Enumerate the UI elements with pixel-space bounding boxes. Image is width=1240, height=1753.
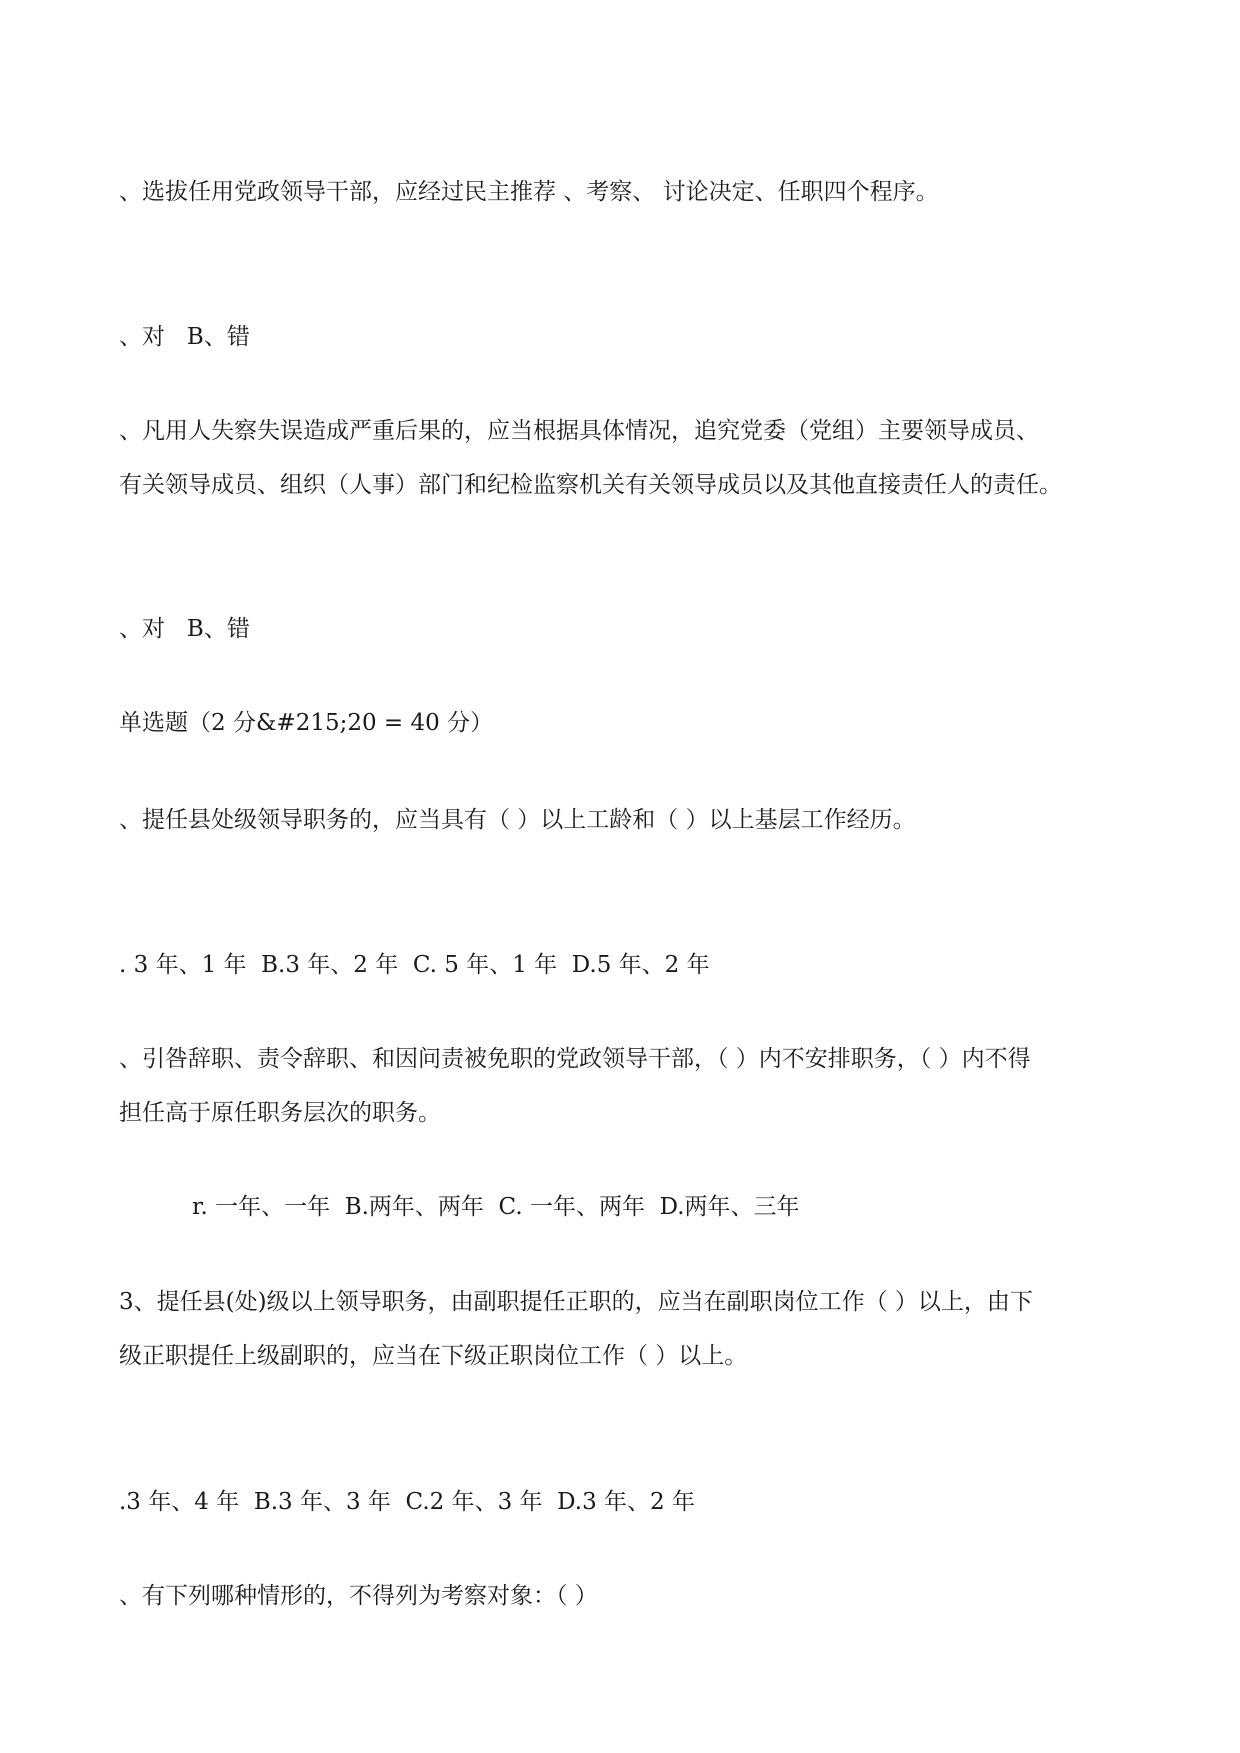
- choice-question-3-line-2: 级正职提任上级副职的，应当在下级正职岗位工作（ ）以上。: [119, 1343, 748, 1369]
- choice-options-1: . 3 年、1 年 B.3 年、2 年 C. 5 年、1 年 D.5 年、2 年: [119, 952, 710, 978]
- statement-question-2-line-1: 、凡用人失察失误造成严重后果的，应当根据具体情况，追究党委（党组）主要领导成员、: [119, 418, 1039, 444]
- choice-question-1: 、提任县处级领导职务的，应当具有（ ）以上工龄和（ ）以上基层工作经历。: [119, 807, 916, 833]
- choice-question-2-line-1: 、引咎辞职、责令辞职、和因问责被免职的党政领导干部，（ ）内不安排职务，（ ）内不得: [119, 1046, 1031, 1072]
- statement-question-2-line-2: 有关领导成员、组织（人事）部门和纪检监察机关有关领导成员以及其他直接责任人的责任。: [119, 472, 1062, 498]
- choice-question-3-line-1: 3、提任县(处)级以上领导职务，由副职提任正职的，应当在副职岗位工作（ ）以上，由下: [119, 1289, 1033, 1315]
- choice-question-2-line-2: 担任高于原任职务层次的职务。: [119, 1100, 441, 1126]
- section-heading: 单选题（2 分&#215;20 = 40 分）: [119, 710, 494, 736]
- answer-options-1: 、对 B、错: [119, 324, 250, 350]
- statement-question-1: 、选拔任用党政领导干部，应经过民主推荐 、考察、 讨论决定、任职四个程序。: [119, 179, 939, 205]
- choice-options-3: .3 年、4 年 B.3 年、3 年 C.2 年、3 年 D.3 年、2 年: [119, 1489, 695, 1515]
- answer-options-2: 、对 B、错: [119, 616, 250, 642]
- choice-options-2: r. 一年、一年 B.两年、两年 C. 一年、两年 D.两年、三年: [192, 1194, 800, 1220]
- choice-question-4: 、有下列哪种情形的，不得列为考察对象：（ ）: [119, 1583, 598, 1609]
